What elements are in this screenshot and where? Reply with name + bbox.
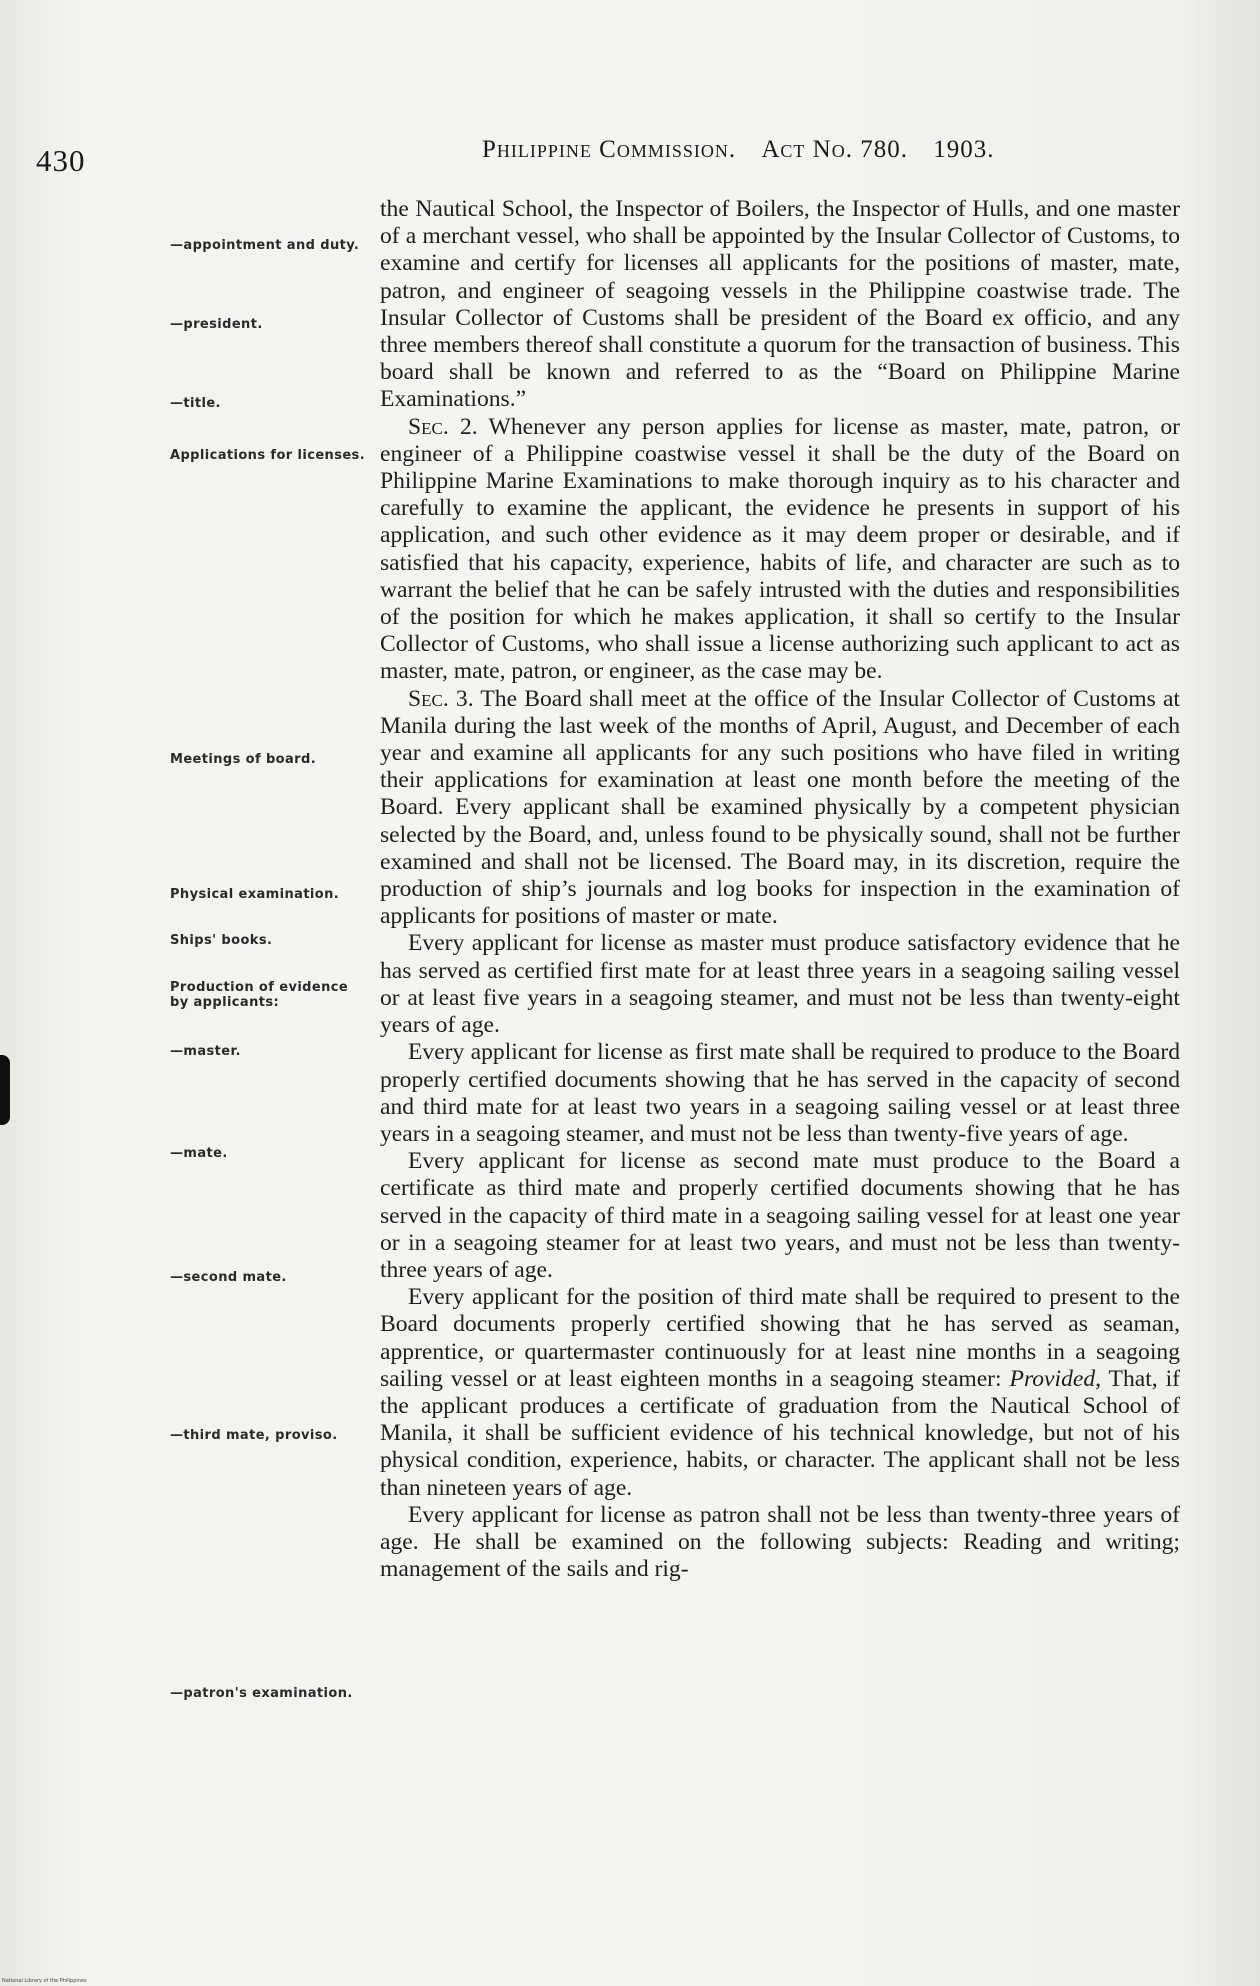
paragraph-second-mate: Every applicant for license as second mate must produce to the Board a certificate as third mate and properly certified documents showing that he has served in the capacity of third mate in a seagoing sailing vessel for at least one year or in a seagoing steamer for at least two years, and must not be less than twenty-three years of age.: [380, 1148, 1180, 1283]
third-mate-provided: Provided,: [1009, 1365, 1102, 1392]
running-head-publication: Philippine Commission.: [482, 136, 737, 163]
paragraph-first-mate: Every applicant for license as first mate shall be required to produce to the Board properly certified documents showing that he has served in the capacity of second and third mate for at least two years in a seagoing sailing vessel or at least three years in a seagoing steamer, and must not be less than twenty-five years of age.: [380, 1039, 1180, 1147]
margin-note-production-of-evidence: Production of evidence by applicants:: [170, 980, 349, 1010]
margin-note-appointment: —appointment and duty.: [170, 238, 360, 253]
margin-note-third-mate: —third mate, proviso.: [170, 1428, 338, 1443]
section-3-label: Sec. 3.: [408, 685, 474, 712]
margin-note-master: —master.: [170, 1044, 241, 1059]
running-head-act: Act No. 780.: [761, 136, 908, 163]
margin-note-second-mate: —second mate.: [170, 1270, 287, 1285]
page-number: 430: [36, 143, 86, 178]
section-2-label: Sec. 2.: [408, 413, 478, 440]
margin-note-ships-books: Ships' books.: [170, 933, 273, 948]
section-3-text: The Board shall meet at the office of the Insular Collector of Customs at Manila during the last week of the months of April, August, and December of each year and examine all applicants for any such positions who have filed in writing their applications for examination at least one month before the meeting of the Board. Every applicant shall be examined physically by a competent physician selected by the Board, and, unless found to be physically sound, shall not be further examined and shall not be licensed. The Board may, in its discretion, require the production of ship’s journals and log books for inspection in the examination of applicants for positions of master or mate.: [380, 685, 1180, 930]
paragraph-third-mate: [380, 1284, 1180, 1502]
paragraph-section-3: [380, 686, 1180, 931]
paragraph-board-composition: the Nautical School, the Inspector of Boilers, the Inspector of Hulls, and one master of a merchant vessel, who shall be appointed by the Insular Collector of Customs, to examine and certify for licenses all applicants for the positions of master, mate, patron, and engineer of seagoing vessels in the Philippine coastwise trade. The Insular Collector of Customs shall be president of the Board ex officio, and any three members thereof shall constitute a quorum for the transaction of business. This board shall be known and referred to as the “Board on Philippine Marine Examinations.”: [380, 196, 1180, 413]
margin-note-title: —title.: [170, 396, 221, 411]
binding-shadow: [0, 1055, 10, 1125]
margin-note-meetings: Meetings of board.: [170, 752, 317, 767]
running-head-year: 1903.: [933, 136, 995, 163]
margin-note-president: —president.: [170, 317, 263, 332]
paragraph-patron: Every applicant for license as patron shall not be less than twenty-three years of age. He shall be examined on the following subjects: Reading and writing; management of the sails and rig-: [380, 1501, 1180, 1583]
margin-note-applications: Applications for licenses.: [170, 448, 366, 463]
scan-credit: National Library of the Philippines: [2, 1978, 87, 1984]
section-2-text: Whenever any person applies for license as master, mate, patron, or engineer of a Philippine coastwise vessel it shall be the duty of the Board on Philippine Marine Examinations to make thorough inquiry as to his character and carefully to examine the applicant, the evidence he presents in support of his application, and such other evidence as it may deem proper or desirable, and if satisfied that his capacity, experience, habits of life, and character are such as to warrant the belief that he can be safely intrusted with the duties and responsibilities of the position for which he makes application, it shall so certify to the Insular Collector of Customs, who shall issue a license authorizing such applicant to act as master, mate, patron, or engineer, as the case may be.: [380, 413, 1180, 685]
body-text: [380, 196, 1180, 1583]
margin-note-physical-examination: Physical examination.: [170, 887, 340, 902]
paragraph-master: Every applicant for license as master must produce satisfactory evidence that he has served as certified first mate for at least three years in a seagoing sailing vessel or at least five years in a seagoing steamer, and must not be less than twenty-eight years of age.: [380, 930, 1180, 1039]
margin-note-mate: —mate.: [170, 1146, 228, 1161]
third-mate-text-b: That, if the applicant produces a certificate of graduation from the Nautical School of Manila, it shall be sufficient evidence of his technical knowledge, but not of his physical condition, experience, habits, or character. The applicant shall not be less than nineteen years of age.: [380, 1365, 1180, 1501]
margin-note-patrons-examination: —patron's examination.: [170, 1686, 353, 1701]
third-mate-text-a: Every applicant for the position of third mate shall be required to present to the Board documents properly certified showing that he has served as seaman, apprentice, or quartermaster continuously for at least nine months in a seagoing sailing vessel or at least eighteen months in a seagoing steamer:: [380, 1284, 1180, 1392]
paragraph-section-2: [380, 414, 1180, 686]
running-head: [482, 136, 994, 164]
